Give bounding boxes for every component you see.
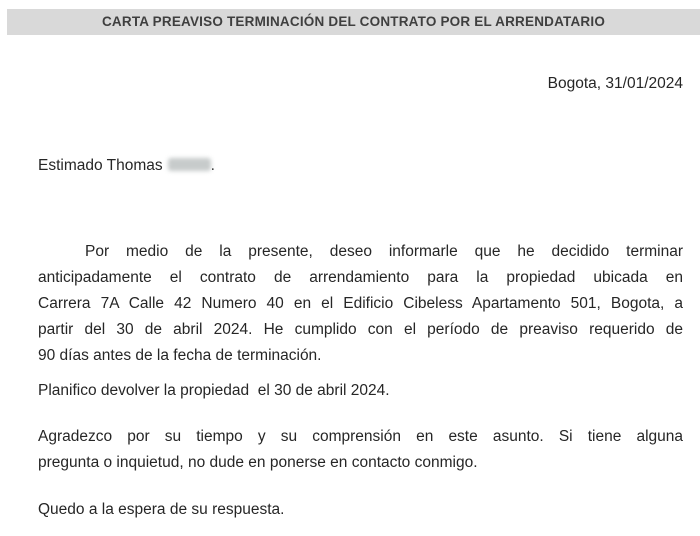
paragraph-line: Por medio de la presente, deseo informarle que he decidido terminar bbox=[85, 243, 683, 260]
letter-document bbox=[0, 9, 700, 523]
paragraph-line: anticipadamente el contrato de arrendamiento para la propiedad ubicada en bbox=[38, 269, 683, 286]
paragraph-line: pregunta o inquietud, no dude en ponerse en contacto conmigo. bbox=[38, 454, 478, 471]
paragraph-line: Carrera 7A Calle 42 Numero 40 en el Edificio Cibeless Apartamento 501, Bogota, a bbox=[38, 295, 683, 312]
paragraph-line: partir del 30 de abril 2024. He cumplido con el período de preaviso requerido de bbox=[38, 321, 683, 338]
salutation-text: Estimado Thomas bbox=[38, 157, 163, 174]
paragraph-termination-notice bbox=[38, 239, 683, 369]
letter-title-bar bbox=[7, 9, 700, 35]
letter-body bbox=[0, 71, 700, 523]
paragraph-line: Agradezco por su tiempo y su comprensión en este asunto. Si tiene alguna bbox=[38, 428, 683, 445]
letter-title: CARTA PREAVISO TERMINACIÓN DEL CONTRATO POR EL ARRENDATARIO bbox=[101, 14, 606, 29]
paragraph-thanks bbox=[38, 424, 683, 476]
salutation-period: . bbox=[210, 157, 215, 174]
paragraph-line: 90 días antes de la fecha de terminación. bbox=[38, 347, 322, 364]
paragraph-closing: Quedo a la espera de su respuesta. bbox=[38, 501, 285, 518]
salutation-line bbox=[38, 153, 683, 179]
redacted-name-blur bbox=[168, 158, 211, 171]
date-line: Bogota, 31/01/2024 bbox=[547, 75, 683, 92]
paragraph-return-date: Planifico devolver la propiedad el 30 de abril 2024. bbox=[38, 382, 390, 399]
